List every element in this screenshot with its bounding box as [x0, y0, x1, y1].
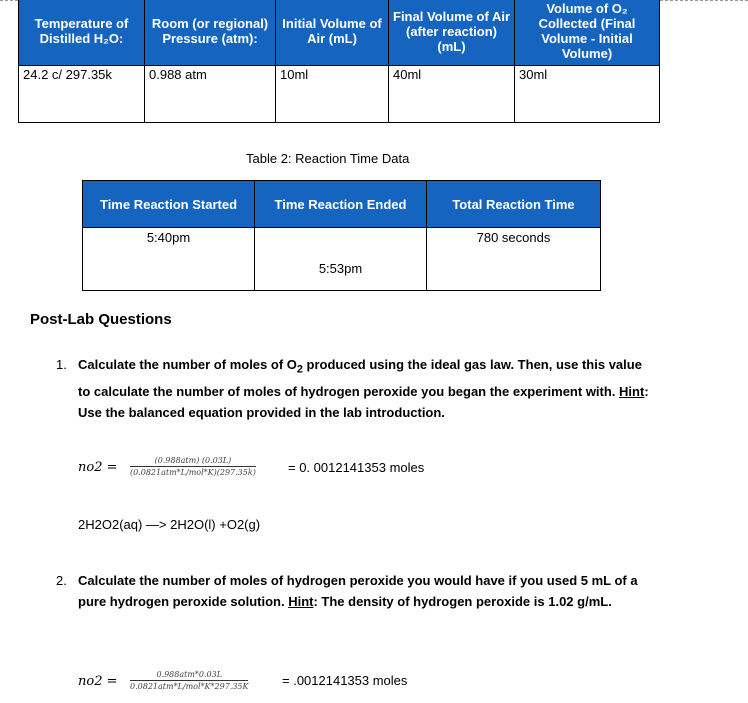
reaction-time-table — [82, 180, 601, 291]
cell-final-volume: 40ml — [389, 66, 515, 123]
equation-1-numerator: (0.988atm) (0.03L) — [130, 456, 256, 467]
col-header-pressure: Room (or regional) Pressure (atm): — [145, 0, 276, 66]
question-1-number: 1. — [56, 357, 67, 372]
table-header-row — [19, 0, 660, 66]
col-header-total-time: Total Reaction Time — [427, 181, 601, 228]
equation-1-result: = 0. 0012141353 moles — [288, 460, 425, 475]
equation-1-denominator: (0.0821atm*L/mol*K)(297.35k) — [130, 468, 256, 477]
cell-initial-volume: 10ml — [276, 66, 389, 123]
post-lab-heading: Post-Lab Questions — [30, 311, 172, 328]
table-row — [19, 66, 660, 123]
lab-data-table — [18, 0, 660, 123]
equation-1-lhs: no2 = — [78, 460, 118, 475]
cell-o2-volume: 30ml — [515, 66, 660, 123]
col-header-temperature: Temperature of Distilled H₂O: — [19, 0, 145, 66]
question-1 — [56, 354, 656, 423]
question-2 — [56, 570, 656, 612]
table-row — [83, 228, 601, 291]
cell-time-ended: 5:53pm — [255, 228, 427, 291]
equation-2-fraction — [130, 670, 248, 691]
table2-caption: Table 2: Reaction Time Data — [246, 151, 410, 166]
equation-1-fraction — [130, 456, 256, 477]
equation-2-numerator: 0.988atm*0.03L — [130, 670, 248, 681]
col-header-time-started: Time Reaction Started — [83, 181, 255, 228]
cell-temperature: 24.2 c/ 297.35k — [19, 66, 145, 123]
col-header-time-ended: Time Reaction Ended — [255, 181, 427, 228]
col-header-initial-volume: Initial Volume of Air (mL) — [276, 0, 389, 66]
hint-label: Hint — [619, 383, 645, 399]
col-header-final-volume: Final Volume of Air (after reaction) (mL) — [389, 0, 515, 66]
col-header-o2-volume: Volume of O₂ Collected (Final Volume - Initial Volume) — [515, 0, 660, 66]
cell-pressure: 0.988 atm — [145, 66, 276, 123]
cell-time-started: 5:40pm — [83, 228, 255, 291]
question-2-number: 2. — [56, 573, 67, 588]
question-2-text: Calculate the number of moles of hydrogen peroxide you would have if you used 5 mL of a pure hydrogen peroxide solution. Hint: The density of hydrogen peroxide is 1.02 g/mL. — [78, 573, 638, 609]
equation-2-lhs: no2 = — [78, 674, 118, 689]
hint-label: Hint — [288, 594, 314, 609]
equation-2-result: = .0012141353 moles — [282, 673, 408, 688]
equation-2-denominator: 0.0821atm*L/mol*K*297.35K — [130, 682, 249, 691]
cell-total-time: 780 seconds — [427, 228, 601, 291]
balanced-reaction: 2H2O2(aq) —> 2H2O(l) +O2(g) — [78, 517, 261, 532]
table-header-row — [83, 181, 601, 228]
question-1-text: Calculate the number of moles of $O_2$ produced using the ideal gas law. Then, use this value to calculate the number of moles of hydrogen peroxide you began the experiment with. Hint: Use the balanced equation provided in the lab introduction. — [78, 357, 649, 420]
